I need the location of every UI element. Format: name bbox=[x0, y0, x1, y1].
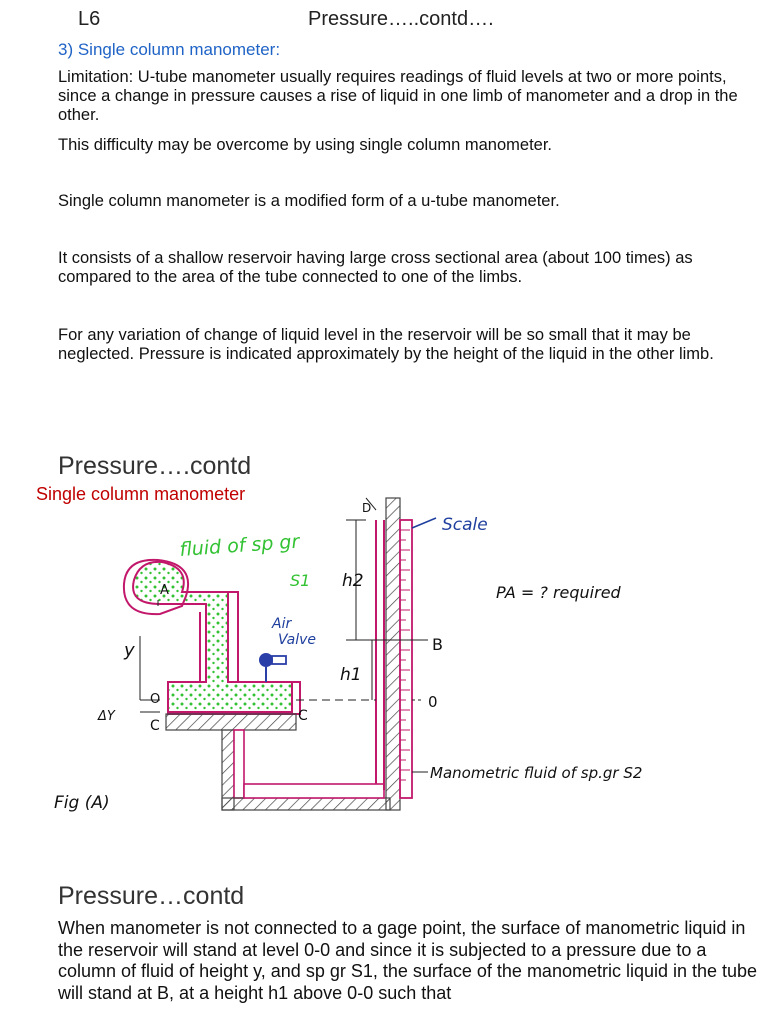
air-valve-icon bbox=[259, 653, 286, 682]
slide-title: Pressure…..contd…. bbox=[308, 8, 494, 30]
reservoir-base bbox=[166, 714, 296, 730]
slide3-heading: Pressure…contd bbox=[58, 882, 245, 910]
down-pipe-inner bbox=[234, 730, 244, 798]
lesson-number: L6 bbox=[78, 8, 101, 30]
b-label: B bbox=[432, 635, 443, 654]
manometric-label: Manometric fluid of sp.gr S2 bbox=[430, 764, 643, 782]
h2-label: h2 bbox=[342, 571, 364, 591]
air-label: Air bbox=[272, 616, 292, 632]
fig-label: Fig (A) bbox=[54, 793, 110, 813]
c-left-label: C bbox=[150, 718, 160, 734]
modified-paragraph: Single column manometer is a modified form of a u-tube manometer. bbox=[58, 192, 560, 210]
limitation-paragraph: Limitation: U-tube manometer usually requires readings of fluid levels at two or more points, since a change in pressure causes a rise of liquid in one limb of manometer and a drop in the other. bbox=[58, 68, 738, 124]
slide2-heading: Pressure….contd bbox=[58, 452, 252, 480]
bottom-pipe-fluid bbox=[244, 784, 384, 798]
o-left-label: O bbox=[150, 692, 161, 707]
variation-paragraph: For any variation of change of liquid level in the reservoir will be so small that it may be neglected. Pressure is indicated approximately by the height of the liquid in the other limb. bbox=[58, 326, 714, 363]
fluid-label-1: fluid of sp gr bbox=[178, 530, 300, 561]
d-label: D bbox=[362, 501, 372, 515]
overcome-paragraph: This difficulty may be overcome by using single column manometer. bbox=[58, 136, 553, 154]
manometer-diagram bbox=[0, 490, 768, 840]
slide2-subheading: Single column manometer bbox=[36, 484, 246, 504]
consists-paragraph: It consists of a shallow reservoir having large cross sectional area (about 100 times) as compared to the area of the tube connected to one of the limbs. bbox=[58, 249, 693, 286]
valve-label: Valve bbox=[278, 632, 317, 648]
pa-label: PA = ? required bbox=[496, 583, 621, 602]
scale-bar bbox=[400, 520, 412, 798]
dy-label: ΔY bbox=[98, 709, 115, 724]
y-label: y bbox=[124, 640, 135, 661]
h1-label: h1 bbox=[340, 665, 362, 685]
a-label: A bbox=[160, 583, 169, 598]
zero-label: 0 bbox=[428, 693, 438, 711]
slide3-body: When manometer is not connected to a gage point, the surface of manometric liquid in the reservoir will stand at level 0-0 and since it is subjected to a pressure due to a column of fluid of height y, and sp gr S1, the surface of the manometric liquid in the tube will stand at B, at a height h1 above 0-0 such that bbox=[58, 918, 758, 1003]
section-title: 3) Single column manometer: bbox=[58, 40, 281, 59]
fluid-label-2: S1 bbox=[290, 571, 311, 590]
fluid-s1 bbox=[133, 562, 292, 712]
c-right-label: C bbox=[298, 708, 308, 724]
tube-wall bbox=[386, 498, 400, 810]
bottom-pipe bbox=[222, 798, 390, 810]
scale-label: Scale bbox=[442, 515, 488, 535]
